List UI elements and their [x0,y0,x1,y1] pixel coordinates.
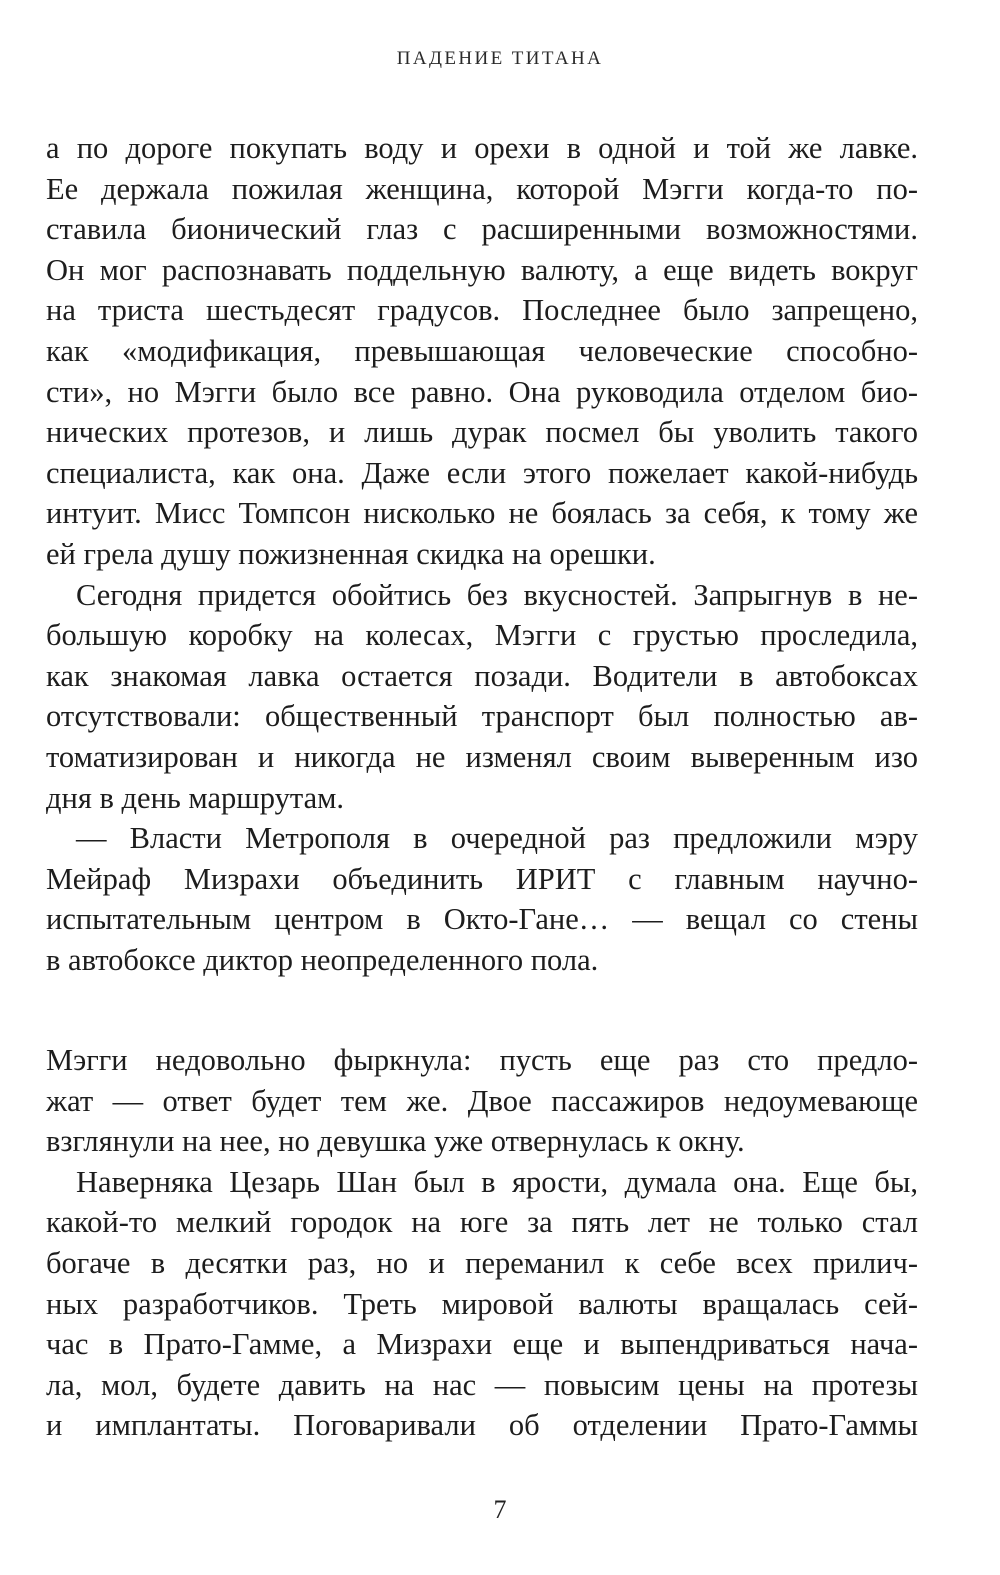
text-line: ставила бионический глаз с расширенными возможностями. [46,212,918,247]
text-line: жат — ответ будет тем же. Двое пассажиров недоумевающе [46,1083,918,1118]
text-line: Ее держала пожилая женщина, которой Мэгги когда-то по- [46,171,918,206]
text-line: отсутствовали: общественный транспорт был полностью ав- [46,699,918,734]
running-head: ПАДЕНИЕ ТИТАНА [396,48,604,69]
text-block-upper [46,128,918,980]
text-line: испытательным центром в Окто-Гане… — вещал со стены [46,902,918,937]
text-line: Мэгги недовольно фыркнула: пусть еще раз сто предло- [46,1043,918,1077]
page-number: 7 [493,1495,507,1524]
text-line: нических протезов, и лишь дурак посмел бы уволить такого [46,415,918,450]
text-line: Наверняка Цезарь Шан был в ярости, думала она. Еще бы, [76,1164,918,1199]
text-line: и имплантаты. Поговаривали об отделении Прато-Гаммы [46,1408,918,1443]
text-line: взглянули на нее, но девушка уже отвернулась к окну. [46,1124,745,1159]
text-line: Сегодня придется обойтись без вкусностей. Запрыгнув в не- [76,577,918,612]
text-line: специалиста, как она. Даже если этого пожелает какой-нибудь [46,455,918,490]
text-line: Мейраф Мизрахи объединить ИРИТ с главным научно- [46,861,918,896]
text-line: сти», но Мэгги было все равно. Она руководила отделом био- [46,374,918,409]
text-line: в автобоксе диктор неопределенного пола. [46,942,599,977]
text-line: томатизирован и никогда не изменял своим выверенным изо [46,739,918,774]
text-line: Он мог распознавать поддельную валюту, а еще видеть вокруг [46,252,918,287]
text-line: богаче в десятки раз, но и переманил к себе всех прилич- [46,1245,918,1280]
text-line: а по дороге покупать воду и орехи в одной и той же лавке. [46,131,918,165]
text-line: ей грела душу пожизненная скидка на орешки. [46,536,656,571]
text-line: интуит. Мисс Томпсон нисколько не боялась за себя, к тому же [46,496,918,531]
text-line: ла, мол, будете давить на нас — повысим цены на протезы [46,1367,918,1402]
text-line: ных разработчиков. Треть мировой валюты вращалась сей- [46,1286,918,1321]
text-line: как «модификация, превышающая человеческие способно- [46,333,918,368]
text-line: час в Прато-Гамме, а Мизрахи еще и выпендриваться нача- [46,1327,918,1362]
text-line: — Власти Метрополя в очередной раз предложили мэру [76,821,918,856]
text-line: на триста шестьдесят градусов. Последнее было запрещено, [46,293,918,328]
text-line: какой-то мелкий городок на юге за пять лет не только стал [46,1205,918,1240]
text-line: дня в день маршрутам. [46,780,345,815]
text-line: как знакомая лавка остается позади. Водители в автобоксах [46,658,918,693]
text-block-lower [46,1040,918,1446]
text-line: большую коробку на колесах, Мэгги с грустью проследила, [46,618,918,653]
